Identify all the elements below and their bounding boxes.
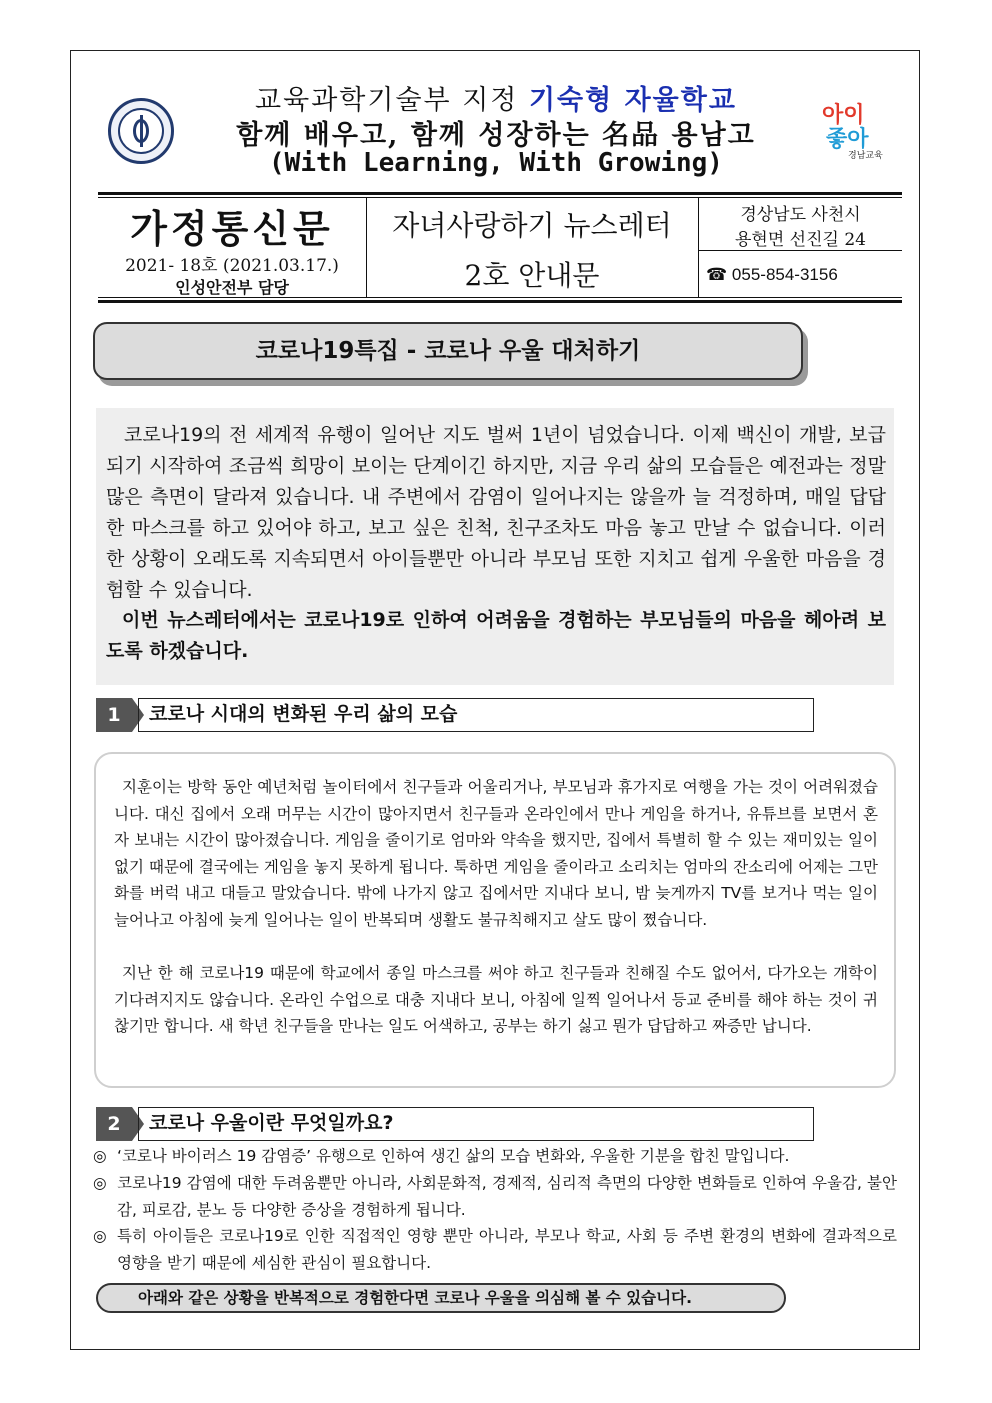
intro-paragraph: 코로나19의 전 세계적 유행이 일어난 지도 벌써 1년이 넘었습니다. 이제 백신이 개발, 보급되기 시작하여 조금씩 희망이 보이는 단계이긴 하지만, 지금 우리 삶의 모습들은 예전과는 정말 많은 측면이 달라져 있습니다. 내 주변에서 감염이 일어나지는 않을까 늘 걱정하며, 매일 답답한 마스크를 하고 있어야 하고, 보고 싶은 친척, 친구조차도 마음 놓고 만날 수 없습니다. 이러한 상황이 오래도록 지속되면서 아이들뿐만 아니라 부모님 또한 지치고 쉽게 우울한 마음을 경험할 수 있습니다. [106,424,886,601]
newsletter-name: 자녀사랑하기 뉴스레터 [392,209,672,242]
section-2-header [96,1107,814,1141]
intro-emphasis: 이번 뉴스레터에서는 코로나19로 인하여 어려움을 경험하는 부모님들의 마음을 헤아려 보도록 하겠습니다. [106,609,886,662]
phone-number: ☎ 055-854-3156 [706,265,838,284]
bullet-icon: ◎ [93,1227,107,1245]
bullet-icon: ◎ [93,1147,107,1165]
story-box [94,752,896,1088]
section-number: 1 [96,698,132,732]
story-paragraph: 지난 한 해 코로나19 때문에 학교에서 종일 마스크를 써야 하고 친구들과 친해질 수도 없어서, 다가오는 개학이 기다려지지도 않습니다. 온라인 수업으로 대충 지내다 보니, 아침에 일찍 일어나서 등교 준비를 해야 하는 것이 귀찮기만 합니다. 새 학년 친구들을 만나는 일도 어색하고, 공부는 하기 싫고 뭔가 답답하고 짜증만 납니다. [114,964,878,1035]
department: 인성안전부 담당 [175,278,289,297]
bullet-icon: ◎ [93,1174,107,1192]
issue-number: 2021- 18호 (2021.03.17.) [125,256,339,276]
story-paragraph: 지훈이는 방학 동안 예년처럼 놀이터에서 친구들과 어울리거나, 부모님과 휴가지로 여행을 가는 것이 어려워졌습니다. 대신 집에서 오래 머무는 시간이 많아지면서 친구들과 온라인에서 만나 게임을 하거나, 유튜브를 보면서 혼자 보내는 시간이 많아졌습니다. 게임을 줄이기로 엄마와 약속을 했지만, 집에서 특별히 할 수 있는 재미있는 일이 없기 때문에 결국에는 게임을 놓지 못하게 됩니다. 툭하면 게임을 줄이라고 소리치는 엄마의 잔소리에 어제는 그만 화를 버럭 내고 대들고 말았습니다. 밖에 나가지 않고 집에서만 지내다 보니, 밤 늦게까지 TV를 보거나 먹는 일이 늘어나고 아침에 늦게 일어나는 일이 반복되며 생활도 불규칙해지고 살도 많이 쪘습니다. [114,778,878,929]
section-number: 2 [96,1107,132,1141]
newsletter-edition: 2호 안내문 [464,259,600,292]
masthead-bottom-rule [98,300,902,303]
bullet-item: ◎ 특히 아이들은 코로나19로 인한 직접적인 영향 뿐만 아니라, 부모나 학교, 사회 등 주변 환경의 변화에 결과적으로 영향을 받기 때문에 세심한 관심이 필요합니다. [93,1223,897,1276]
section-title: 코로나 우울이란 무엇일까요? [138,1107,814,1141]
phone-icon: ☎ [706,265,728,284]
feature-title-banner: 코로나19특집 - 코로나 우울 대처하기 [93,322,803,380]
section-1-header [96,698,814,732]
address-line-2: 용현면 선진길 24 [735,230,866,250]
designation-highlight: 기숙형 자율학교 [528,85,737,116]
bullet-item: ◎ 코로나19 감염에 대한 두려움뿐만 아니라, 사회문화적, 경제적, 심리적 측면의 다양한 변화들로 인하여 우울감, 불안감, 피로감, 분노 등 다양한 증상을 경험하게 됩니다. [93,1170,897,1223]
designation-line: 교육과학기술부 지정 기숙형 자율학교 [255,85,737,116]
school-slogan-english: (With Learning, With Growing) [269,148,723,178]
section-title: 코로나 시대의 변화된 우리 삶의 모습 [138,698,814,732]
intro-box [96,408,894,685]
education-office-logo: 아이 좋아 경남교육 [822,102,883,160]
school-slogan: 함께 배우고, 함께 성장하는 名品 용남고 [236,120,756,151]
notice-pill: 아래와 같은 상황을 반복적으로 경험한다면 코로나 우울을 의심해 볼 수 있습니다. [96,1283,786,1313]
address-line-1: 경상남도 사천시 [740,205,861,225]
newsletter-title: 가정통신문 [130,206,334,251]
bullet-item: ◎ ‘코로나 바이러스 19 감염증’ 유행으로 인하여 생긴 삶의 모습 변화와, 우울한 기분을 합친 말입니다. [93,1143,897,1170]
masthead-top-rule [98,192,902,195]
